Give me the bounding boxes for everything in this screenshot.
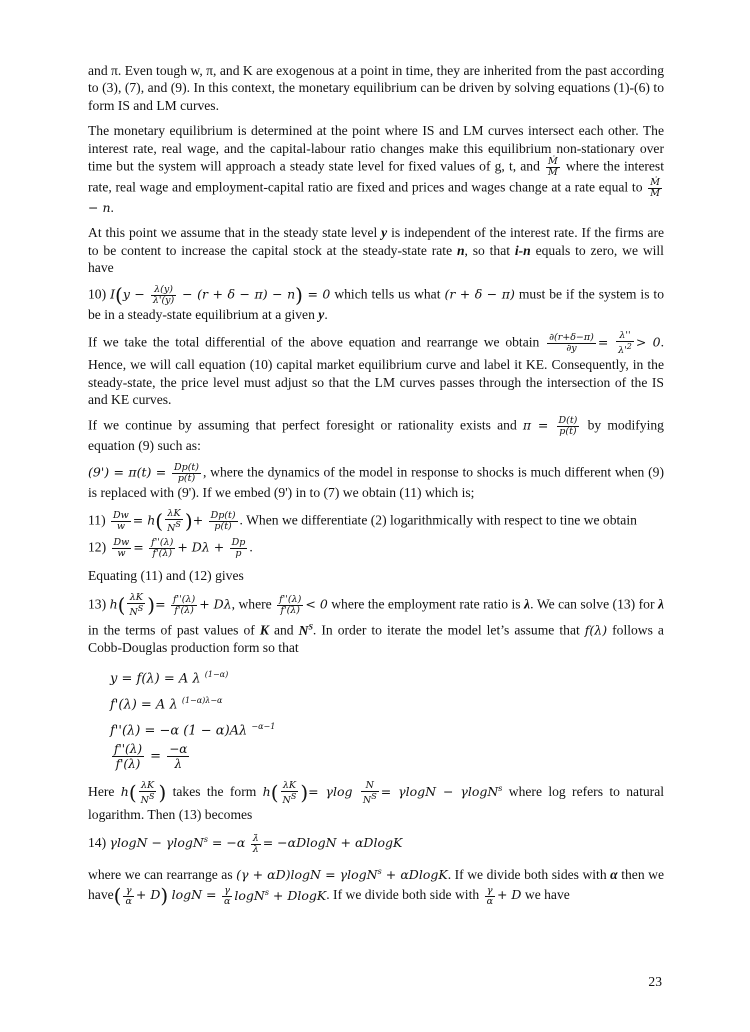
document-body [88, 62, 664, 915]
fraction: $\frac{Dp}{p}$ [231, 537, 246, 560]
fraction: $\frac{\lambda K}{N^S}$ [167, 508, 181, 535]
fraction: $\frac{\lambda K}{N^S}$ [140, 779, 155, 806]
fraction: $\frac{\lambda(y)}{\lambda'(y)}$ [152, 283, 175, 306]
fraction: $\frac{\lambda''}{\lambda'^2}$ [618, 330, 632, 357]
page-number: 23 [648, 974, 662, 989]
fraction: $\frac{f''(\lambda)}{f'(\lambda)}$ [173, 593, 196, 616]
fraction: $\frac{\lambda K}{N^S}$ [282, 779, 297, 806]
paragraph-8: Here h( $\frac{\lambda K}{N^S}$ ) takes the form h( $\frac{\lambda K}{N^S}$ )= γlog $\frac{N}{N^S}$ = γlogN − γlogN$^s$ where log refers to natural logarithm. Then (13) becomes [88, 779, 664, 822]
equation-14: 14) γlogN − γlogN$^s$ = −α $\frac{\lambdȧ}{\lambda}$ = −αDlogN + αDlogK [88, 832, 403, 855]
fraction: $\frac{\lambda K}{N^S}$ [129, 591, 144, 618]
fraction: $\frac{\gamma}{\alpha}$ [223, 884, 231, 907]
fraction: $\frac{Dw}{w}$ [113, 510, 129, 533]
fraction: $\frac{Dp(t)}{p(t)}$ [174, 461, 199, 484]
fraction: $\frac{Dp(t)}{p(t)}$ [210, 510, 236, 533]
fraction: $\frac{\text{Ṁ}}{M}$ [548, 156, 558, 179]
fraction: $\frac{N}{N^S}$ [362, 779, 377, 806]
paragraph-7: Equating (11) and (12) gives [88, 568, 244, 584]
equation-9-prime: (9') = π(t) = $\frac{Dp(t)}{p(t)}$ , where the dynamics of the model in response to shocks is much different when (9) is replaced with (9'). If we embed (9') in to (7) we obtain (11) which is; [88, 461, 665, 500]
fraction: $\frac{f''(\lambda)}{f'(\lambda)}$ [151, 537, 174, 560]
paragraph-4: If we take the total differential of the above equation and rearrange we obtain $\frac{\partial(r+\delta-\pi)}{\partial y}$ = $\frac{\lambda''}{\lambda'^2}$ > 0. Hence, we will call equation (10) capital market equilibrium curve and label it KE. Consequently, in the steady-state, the price level must adjust so that the LM curves passes through the intersection of the IS and KE curves. [88, 330, 664, 408]
paragraph-2: The monetary equilibrium is determined at the point where IS and LM curves intersect each other. The interest rate, real wage, and the capital-labour ratio changes make this equilibrium non-stationary over time but the system will approach a steady state level for fixed values of g, t, and $\frac{\text{Ṁ}}{M}$ where the interest rate, real wage and employment-capital ratio are fixed and prices and wages change at a rate equal to $\frac{\text{Ṁ}}{M}$ − n. [88, 123, 664, 216]
equation-12: 12) $\frac{Dw}{w}$ = $\frac{f''(\lambda)}{f'(\lambda)}$ + Dλ + $\frac{Dp}{p}$ . [88, 537, 253, 560]
fraction: $\frac{\gamma}{\alpha}$ [486, 884, 493, 907]
paragraph-9: where we can rearrange as (γ + αD)logN = γlogN$^s$ + αDlogK. If we divide both sides with α then we have( $\frac{\gamma}{\alpha}$ + D) logN = $\frac{\gamma}{\alpha}$ logN$^s$ + DlogK. If we divide both side with $\frac{\gamma}{\alpha}$ + D we have [88, 866, 665, 908]
paragraph-5: If we continue by assuming that perfect foresight or rationality exists and π = $\frac{D(t)}{p(t)}$ by modifying equation (9) such as: [88, 415, 664, 454]
fraction: $\frac{\text{Ṁ}}{M}$ [650, 177, 660, 200]
fraction: $\frac{f''(\lambda)}{f'(\lambda)}$ [279, 593, 302, 616]
equation-11: 11) $\frac{Dw}{w}$ = h( $\frac{\lambda K}{N^S}$ )+ $\frac{Dp(t)}{p(t)}$ . When we differentiate (2) logarithmically with respect to tine we obtain [88, 508, 637, 535]
fraction: $\frac{\lambdȧ}{\lambda}$ [252, 832, 259, 855]
equation-10: 10) I(y − $\frac{\lambda(y)}{\lambda'(y)}$ − (r + δ − π) − n) = 0 which tells us what (r + δ − π) must be if the system is to be in a steady-state equilibrium at a given y. [88, 282, 664, 322]
fraction: $\frac{Dw}{w}$ [113, 537, 130, 560]
fraction: $\frac{\gamma}{\alpha}$ [125, 884, 132, 907]
cobb-douglas-equations: y = f(λ) = A λ $^{(1-\alpha)}$ f'(λ) = A λ $^{(1-\alpha)\lambda-\alpha}$ f''(λ) = −α (1 − α)Aλ $^{-\alpha-1}$ $\frac{f''(\lambda)}{f'(\lambda)}$ = $\frac{-\alpha}{\lambda}$ [110, 670, 276, 772]
fraction: $\frac{D(t)}{p(t)}$ [558, 415, 578, 438]
paragraph-1: and π. Even tough w, π, and K are exogenous at a point in time, they are inherited from the past according to (3), (7), and (9). In this context, the monetary equilibrium can be driven by solving equations (1)-(6) to form IS and LM curves. [88, 63, 664, 113]
fraction: $\frac{\partial(r+\delta-\pi)}{\partial y}$ [549, 332, 594, 355]
equation-13: 13) h( $\frac{\lambda K}{N^S}$ )= $\frac{f''(\lambda)}{f'(\lambda)}$ + Dλ, where $\frac{f''(\lambda)}{f'(\lambda)}$ < 0 where the employment rate ratio is λ. We can solve (13) for λ in the terms of past values of K and $N^S$. In order to iterate the model let’s assume that f(λ) follows a Cobb-Douglas production form so that [88, 591, 664, 655]
paragraph-3: At this point we assume that in the steady state level y is independent of the interest rate. If the firms are to be content to increase the capital stock at the steady-state rate n, so that i-n equals to zero, we will have [88, 225, 665, 276]
